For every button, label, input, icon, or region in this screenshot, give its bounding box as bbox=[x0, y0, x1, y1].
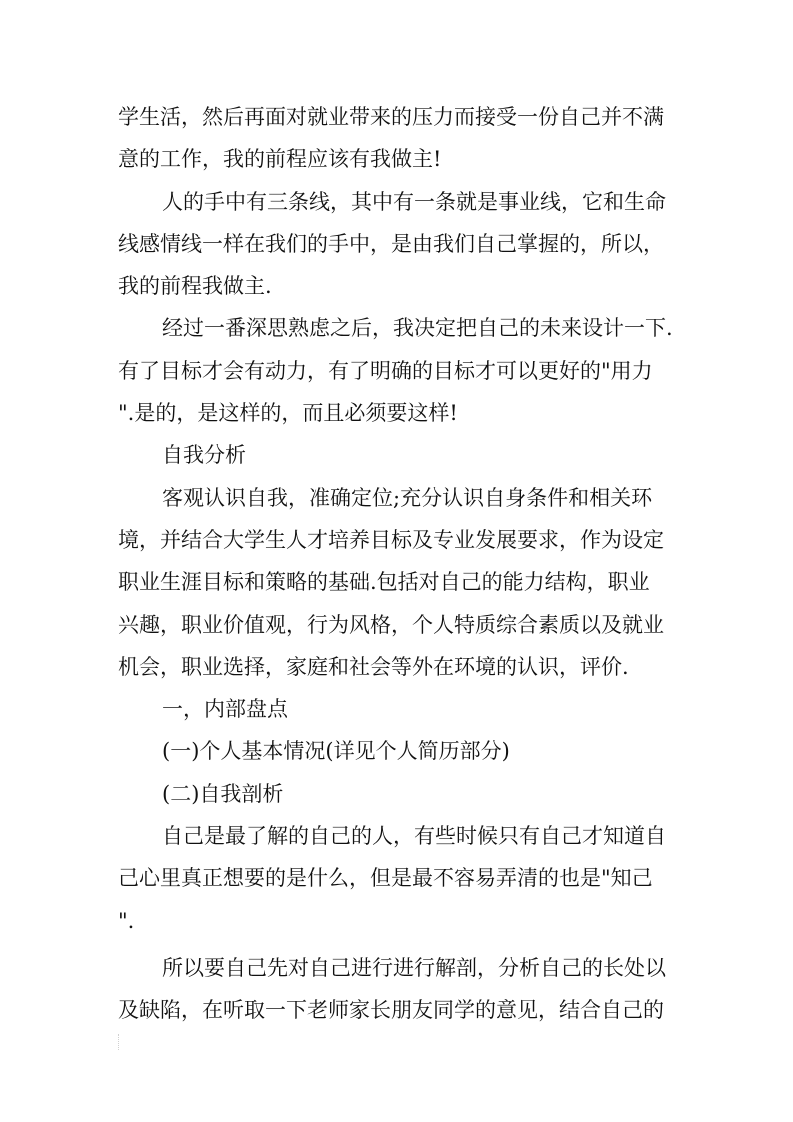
text-line: 线感情线一样在我们的手中，是由我们自己掌握的，所以， bbox=[118, 231, 664, 256]
text-line: 客观认识自我，准确定位;充分认识自身条件和相关环 bbox=[162, 485, 653, 510]
margin-marker bbox=[118, 1034, 120, 1050]
text-line: ".是的，是这样的，而且必须要这样! bbox=[118, 401, 458, 426]
subsection-heading: (二)自我剖析 bbox=[162, 781, 284, 806]
text-line: 人的手中有三条线，其中有一条就是事业线，它和生命 bbox=[162, 189, 666, 214]
body-text bbox=[118, 96, 688, 1032]
text-line: 所以要自己先对自己进行进行解剖，分析自己的长处以 bbox=[162, 955, 666, 980]
text-line: 兴趣，职业价值观，行为风格，个人特质综合素质以及就业 bbox=[118, 612, 664, 637]
text-line: 机会，职业选择，家庭和社会等外在环境的认识，评价. bbox=[118, 654, 629, 679]
text-line: 经过一番深思熟虑之后，我决定把自己的未来设计一下. bbox=[162, 316, 673, 341]
text-line: 有了目标才会有动力，有了明确的目标才可以更好的"用力 bbox=[118, 358, 653, 383]
text-line: 自己是最了解的自己的人，有些时候只有自己才知道自 bbox=[162, 824, 666, 849]
text-line: 我的前程我做主. bbox=[118, 274, 272, 299]
text-line: 及缺陷，在听取一下老师家长朋友同学的意见，结合自己的 bbox=[118, 998, 664, 1023]
text-line: 己心里真正想要的是什么，但是最不容易弄清的也是"知己 bbox=[118, 866, 653, 891]
subsection-heading: (一)个人基本情况(详见个人简历部分) bbox=[162, 739, 510, 764]
section-heading: 一，内部盘点 bbox=[162, 697, 288, 722]
text-line: 职业生涯目标和策略的基础.包括对自己的能力结构，职业 bbox=[118, 570, 650, 595]
section-heading: 自我分析 bbox=[162, 443, 246, 468]
text-line: ". bbox=[118, 908, 135, 933]
text-line: 境，并结合大学生人才培养目标及专业发展要求，作为设定 bbox=[118, 527, 664, 552]
text-line: 意的工作，我的前程应该有我做主! bbox=[118, 147, 442, 172]
text-line: 学生活，然后再面对就业带来的压力而接受一份自己并不满 bbox=[118, 105, 664, 129]
